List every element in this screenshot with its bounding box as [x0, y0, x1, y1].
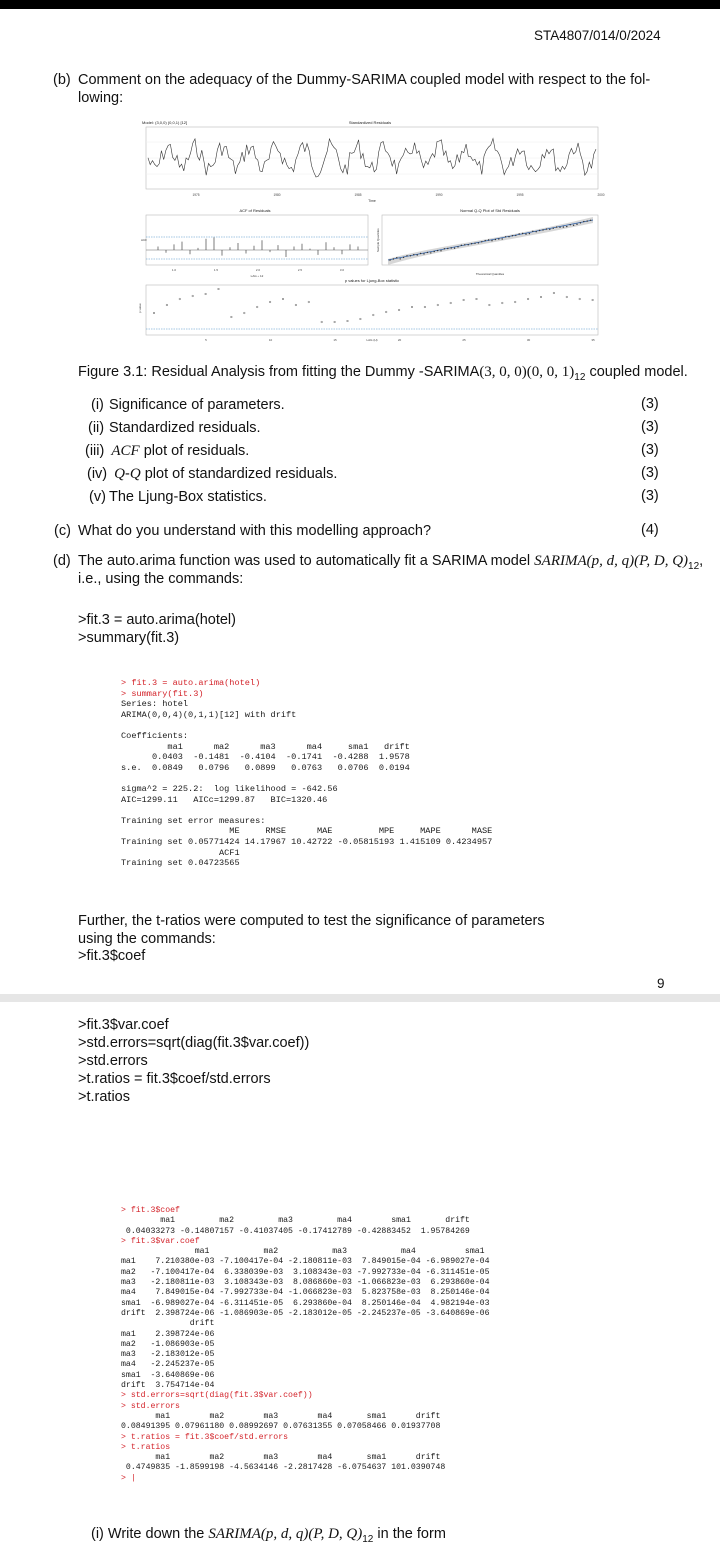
qq-point	[522, 233, 523, 234]
qq-point	[559, 227, 560, 228]
console-line	[121, 805, 492, 816]
panel4-title: p values for Ljung-Box statistic	[344, 278, 400, 283]
cmd-auto-arima: >fit.3 = auto.arima(hotel)	[78, 612, 236, 628]
panel1-xlabel: Time	[368, 199, 376, 203]
caption-suffix: coupled model.	[585, 364, 688, 380]
console-line: ACF1	[121, 847, 240, 858]
console-line: drift 3.754714e-04	[121, 1381, 215, 1391]
further-line2: using the commands:	[78, 931, 216, 947]
qq-point	[580, 222, 581, 223]
item-iv	[87, 465, 337, 483]
panel4-tick-label: 20	[397, 338, 402, 342]
qq-point	[430, 252, 431, 253]
item-iii-text: plot of residuals.	[139, 443, 250, 459]
panel2-title: ACF of Residuals	[239, 208, 271, 213]
qq-point	[464, 244, 465, 245]
console-line: > summary(fit.3)	[121, 688, 204, 699]
qq-point	[396, 257, 397, 258]
console-line: Series: hotel	[121, 699, 189, 710]
console-line: ma3 -2.183012e-05	[121, 1350, 215, 1360]
sub-i-sub: 12	[362, 1533, 374, 1545]
qq-point	[444, 248, 445, 249]
qq-point	[447, 248, 448, 249]
console-line: ma1 ma2 ma3 ma4 sma1 drift	[121, 741, 410, 752]
item-i-text: Significance of parameters.	[109, 397, 285, 413]
qq-point	[576, 224, 577, 225]
r-console-summary	[121, 678, 492, 869]
console-line: ma4 -2.245237e-05	[121, 1360, 215, 1370]
item-iii	[85, 442, 249, 460]
item-v-num: (v)	[89, 489, 106, 505]
item-iii-marks: (3)	[641, 442, 659, 458]
panel2-tick-label: 2.0	[255, 268, 261, 272]
qq-point	[457, 246, 458, 247]
part-d-line1-math: SARIMA(p, d, q)(P, D, Q)	[534, 553, 689, 569]
qq-point	[437, 250, 438, 251]
sub-i-pre: (i) Write down the	[91, 1526, 209, 1542]
panel1-tick-label: 1980	[273, 193, 281, 197]
console-line: s.e. 0.0849 0.0796 0.0899 0.0763 0.0706 0.0194	[121, 762, 410, 773]
console-line: ma1 ma2 ma3 ma4 sma1 drift	[121, 1411, 441, 1421]
qq-point	[420, 253, 421, 254]
item-ii-num: (ii)	[88, 420, 105, 436]
qq-point	[519, 233, 520, 234]
console-line: ma2 -7.100417e-04 6.338039e-03 3.108343e-03 -7.992733e-04 -6.311451e-05	[121, 1267, 490, 1277]
panel4-tick-label: 10	[268, 338, 273, 342]
residual-figure	[138, 117, 608, 342]
panel4-tick-label: 25	[462, 338, 466, 342]
qq-point	[410, 255, 411, 256]
item-ii-marks: (3)	[641, 419, 659, 435]
qq-point	[549, 229, 550, 230]
console-line	[121, 773, 492, 784]
qq-point	[546, 228, 547, 229]
item-ii-text: Standardized residuals.	[109, 420, 261, 436]
page-separator	[0, 994, 720, 1002]
qq-point	[434, 251, 435, 252]
panel4-ylabel: p value	[138, 303, 142, 313]
panel1-tick-label: 1990	[435, 193, 443, 197]
cmd-std-errors: >std.errors	[78, 1053, 148, 1069]
console-line: 0.4749835 -1.8599198 -4.5634146 -2.2817428 -6.0754637 101.0390748	[121, 1463, 446, 1473]
console-line	[121, 720, 492, 731]
panel2-tick-label: 2.5	[297, 268, 303, 272]
qq-point	[553, 228, 554, 229]
console-line: Training set 0.04723565	[121, 858, 240, 869]
console-line: 0.04033273 -0.14807157 -0.41037405 -0.17412789 -0.42883452 1.95784269	[121, 1226, 470, 1236]
qq-point	[570, 224, 571, 225]
console-line: > std.errors	[121, 1401, 180, 1411]
qq-point	[512, 235, 513, 236]
qq-point	[406, 255, 407, 256]
qq-point	[505, 236, 506, 237]
console-line: > std.errors=sqrt(diag(fit.3$var.coef))	[121, 1391, 313, 1401]
panel2-xlabel: LAG ÷ 12	[250, 274, 264, 278]
item-iv-mid: -	[125, 466, 130, 482]
qq-point	[587, 220, 588, 221]
item-i-num: (i)	[91, 397, 104, 413]
qq-point	[440, 250, 441, 251]
console-line: ma1 2.398724e-06	[121, 1329, 215, 1339]
qq-point	[481, 241, 482, 242]
qq-point	[427, 252, 428, 253]
part-b-line2: lowing:	[78, 90, 124, 106]
part-d-line1-post: ,	[699, 553, 704, 569]
qq-point	[403, 257, 404, 258]
console-line: ARIMA(0,0,4)(0,1,1)[12] with drift	[121, 709, 297, 720]
console-line: > fit.3$coef	[121, 1206, 180, 1215]
panel2-frame	[146, 215, 368, 265]
panel4-ticks	[205, 338, 595, 342]
panel4-tick-label: 35	[591, 338, 595, 342]
console-line: ma2 -1.086903e-05	[121, 1339, 215, 1349]
qq-point	[542, 229, 543, 230]
qq-point	[423, 253, 424, 254]
qq-point	[474, 243, 475, 244]
item-iv-math: Q	[114, 466, 126, 482]
panel1-tick-label: 1975	[192, 193, 200, 197]
item-v-text: The Ljung-Box statistics.	[109, 489, 267, 505]
item-iv-text: plot of standardized residuals.	[140, 466, 338, 482]
qq-point	[556, 226, 557, 227]
qq-point	[495, 239, 496, 240]
part-b-label: (b)	[53, 72, 71, 88]
console-line: ma3 -2.180811e-03 3.108343e-03 8.086860e-03 -1.066823e-03 6.293860e-04	[121, 1278, 490, 1288]
qq-point	[498, 238, 499, 239]
qq-point	[400, 258, 401, 259]
part-b-line1: Comment on the adequacy of the Dummy-SARIMA coupled model with respect to the fol-	[78, 72, 651, 88]
item-i-marks: (3)	[641, 396, 659, 412]
further-line1: Further, the t-ratios were computed to test the significance of parameters	[78, 913, 545, 929]
console-line: Training set error measures:	[121, 815, 266, 826]
doc-code: STA4807/014/0/2024	[534, 28, 661, 43]
panel2-ylabel: ACF	[141, 238, 147, 242]
cmd-t-ratios: >t.ratios	[78, 1089, 130, 1105]
cmd-summary: >summary(fit.3)	[78, 630, 180, 646]
console-line: drift 2.398724e-06 -1.086903e-05 -2.183012e-05 -2.245237e-05 -3.640869e-06	[121, 1308, 490, 1318]
console-line: sma1 -3.640869e-06	[121, 1370, 215, 1380]
panel3-xlabel: Theoretical Quantiles	[475, 272, 505, 276]
panel1-tick-label: 1985	[354, 193, 362, 197]
qq-point	[389, 259, 390, 260]
cmd-var-coef: >fit.3$var.coef	[78, 1017, 169, 1033]
console-line: sigma^2 = 225.2: log likelihood = -642.56	[121, 783, 338, 794]
sub-i-math: SARIMA(p, d, q)(P, D, Q)	[208, 1526, 363, 1542]
item-iii-num: (iii)	[85, 443, 105, 459]
console-line: > fit.3 = auto.arima(hotel)	[121, 678, 261, 688]
panel4-tick-label: 30	[526, 338, 531, 342]
sub-i-post: in the form	[373, 1526, 446, 1542]
item-v-marks: (3)	[641, 488, 659, 504]
part-c-marks: (4)	[641, 522, 659, 538]
sub-question-i	[91, 1525, 446, 1549]
panel2-tick-label: 1.0	[171, 268, 177, 272]
qq-point	[451, 247, 452, 248]
panel4-tick-label: 5	[205, 338, 207, 342]
qq-point	[485, 240, 486, 241]
qq-point	[532, 231, 533, 232]
panel4-xlabel-text: LAG (H)	[366, 338, 378, 342]
console-line: ma1 ma2 ma3 ma4 sma1 drift	[121, 1453, 441, 1463]
console-line: > t.ratios	[121, 1442, 171, 1452]
qq-point	[471, 243, 472, 244]
qq-point	[502, 238, 503, 239]
panel3-ylabel: Sample Quantiles	[376, 228, 380, 252]
qq-point	[413, 254, 414, 255]
caption-prefix: Figure 3.1: Residual Analysis from fitting the Dummy -SARIMA	[78, 364, 480, 380]
figure-caption	[78, 363, 688, 387]
console-line: 0.0403 -0.1481 -0.4104 -0.1741 -0.4288 1.9578	[121, 752, 410, 763]
caption-math: (3, 0, 0)(0, 0, 1)	[479, 364, 575, 380]
console-line: drift	[121, 1319, 215, 1329]
qq-point	[491, 240, 492, 241]
part-d-line1-sub: 12	[688, 560, 700, 572]
console-line: AIC=1299.11 AICc=1299.87 BIC=1320.46	[121, 794, 328, 805]
page-10	[0, 1002, 720, 1563]
part-d-line2: i.e., using the commands:	[78, 571, 244, 587]
qq-point	[488, 239, 489, 240]
part-c-text: What do you understand with this modelling approach?	[78, 523, 432, 539]
console-line: ma1 ma2 ma3 ma4 sma1 drift	[121, 1216, 470, 1226]
panel1-tick-label: 1995	[516, 193, 524, 197]
panel1-tick-label: 2000	[597, 193, 605, 197]
console-line: ma4 7.849015e-04 -7.992733e-04 -1.066823e-03 5.823758e-03 8.250146e-04	[121, 1288, 490, 1298]
console-line: Coefficients:	[121, 730, 189, 741]
qq-point	[508, 236, 509, 237]
console-line: sma1 -6.989027e-04 -6.311451e-05 6.293860e-04 8.250146e-04 4.982194e-03	[121, 1298, 490, 1308]
qq-point	[583, 221, 584, 222]
item-iv-num: (iv)	[87, 466, 108, 482]
caption-sub: 12	[574, 371, 586, 383]
qq-point	[536, 231, 537, 232]
part-c-label: (c)	[54, 523, 71, 539]
item-iv-math2: Q	[129, 466, 141, 482]
qq-point	[468, 244, 469, 245]
console-line: ma1 7.210380e-03 -7.100417e-04 -2.180811e-03 7.849015e-04 -6.989027e-04	[121, 1257, 490, 1267]
panel1-title: Standardized Residuals	[348, 120, 392, 125]
qq-point	[563, 226, 564, 227]
qq-point	[590, 220, 591, 221]
console-line: > fit.3$var.coef	[121, 1236, 200, 1246]
top-bar	[0, 0, 720, 9]
r-console-tratios	[121, 1206, 490, 1484]
qq-point	[478, 242, 479, 243]
panel2-tick-label: 1.5	[213, 268, 219, 272]
model-label: Model: (3,0,0) (0,0,1) [12]	[142, 120, 188, 125]
console-line: > |	[121, 1473, 136, 1483]
cmd-std-errors-def: >std.errors=sqrt(diag(fit.3$var.coef))	[78, 1035, 310, 1051]
cmd-coef: >fit.3$coef	[78, 948, 146, 964]
part-d-line1-pre: The auto.arima function was used to automatically fit a SARIMA model	[78, 553, 535, 569]
console-line: ma1 ma2 ma3 ma4 sma1	[121, 1247, 485, 1257]
page-number: 9	[657, 976, 665, 991]
console-line: Training set 0.05771424 14.17967 10.42722 -0.05815193 1.415109 0.4234957	[121, 836, 493, 847]
console-line: 0.08491395 0.07961180 0.08992697 0.07631355 0.07058466 0.01937708	[121, 1422, 441, 1432]
qq-point	[529, 233, 530, 234]
console-line: ME RMSE MAE MPE MAPE MASE	[121, 826, 493, 837]
panel4-tick-label: 15	[333, 338, 337, 342]
panel4-frame	[146, 285, 598, 335]
qq-point	[539, 230, 540, 231]
qq-point	[566, 226, 567, 227]
panel2-ticks	[172, 268, 345, 272]
qq-point	[393, 258, 394, 259]
qq-point	[525, 233, 526, 234]
qq-point	[515, 235, 516, 236]
page-9	[0, 9, 720, 994]
panel1-ticks	[192, 193, 604, 197]
qq-point	[417, 254, 418, 255]
panel3-title: Normal Q-Q Plot of Std Residuals	[460, 208, 520, 213]
item-iv-marks: (3)	[641, 465, 659, 481]
part-d-label: (d)	[53, 553, 71, 569]
item-iii-math: ACF	[111, 443, 140, 459]
qq-point	[573, 225, 574, 226]
cmd-t-ratios-def: >t.ratios = fit.3$coef/std.errors	[78, 1071, 271, 1087]
qq-point	[454, 248, 455, 249]
console-line: > t.ratios = fit.3$coef/std.errors	[121, 1432, 289, 1442]
qq-point	[461, 245, 462, 246]
panel2-tick-label: 3.0	[339, 268, 345, 272]
